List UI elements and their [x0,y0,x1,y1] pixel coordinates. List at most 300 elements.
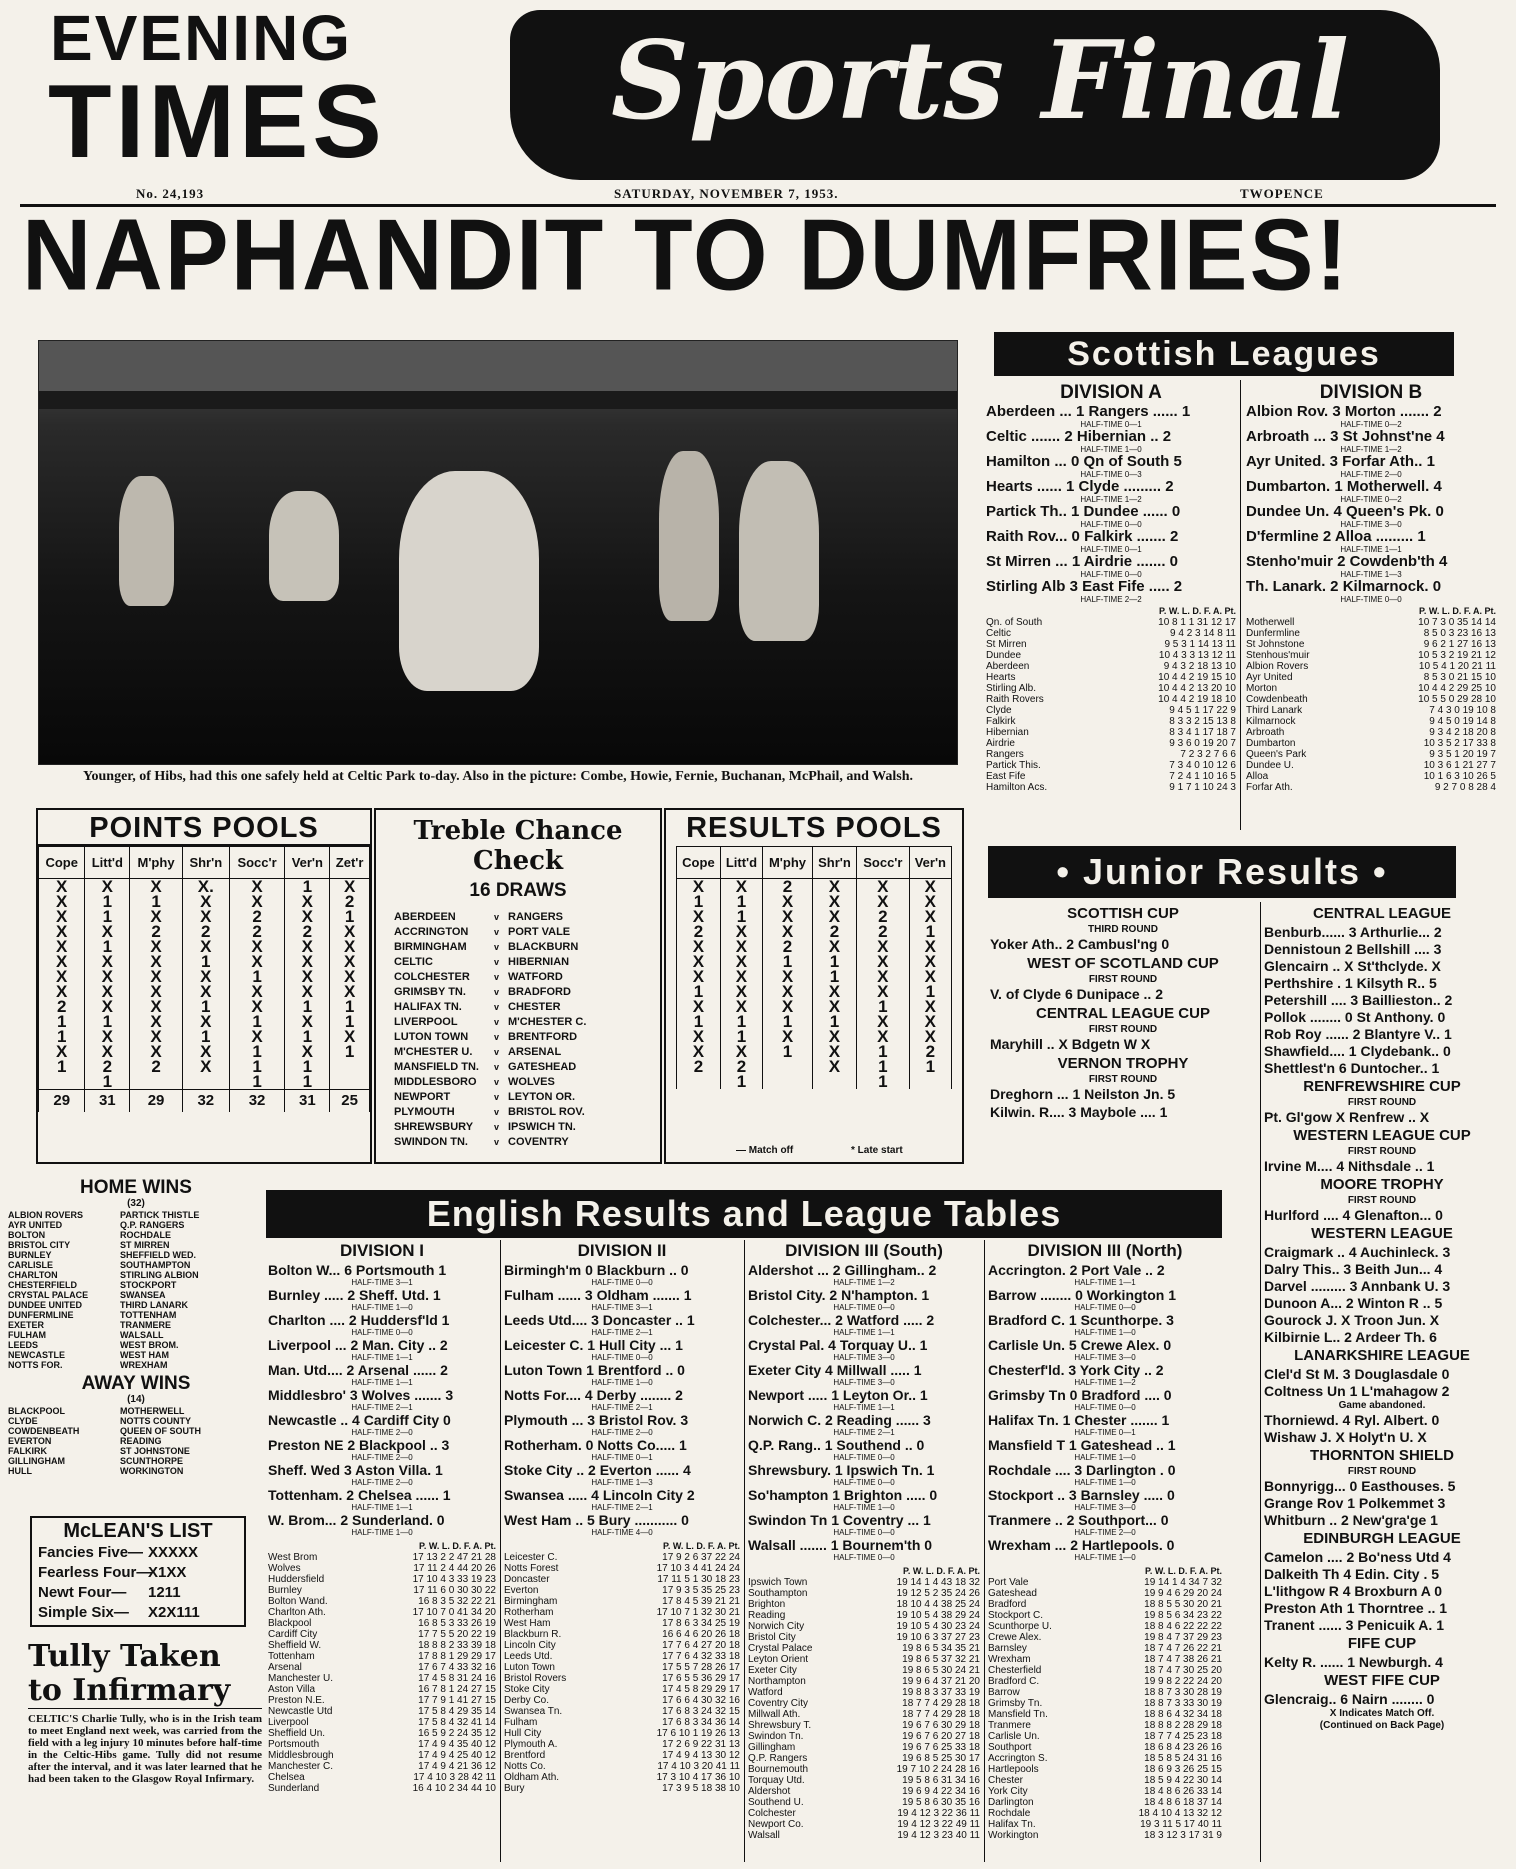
english-result: Leicester C. 1 Hull City ... 1 [504,1337,683,1353]
english-team: Chester [988,1775,1024,1786]
english-stats: 17 4 10 3 20 41 11 [657,1761,740,1772]
points-pools-cell [39,1074,85,1090]
results-pools-cell: X [677,1044,721,1059]
home_wins-team: EXETER [8,1320,45,1330]
english-result: Stockport .. 3 Barnsley ..... 0 [988,1487,1175,1503]
english-stats: 19 8 8 3 37 33 19 [902,1687,980,1698]
home-wins [8,1178,264,1476]
english-result: Swindon Tn 1 Coventry ... 1 [748,1512,931,1528]
english-table-row [988,1709,1222,1720]
points-pools-col-header: Shr'n [182,847,229,879]
english-team: Plymouth A. [504,1739,558,1750]
english-stats: 17 4 9 4 25 40 12 [418,1750,496,1761]
english-half-time: HALF-TIME 1—1 [351,1353,413,1362]
division-a-half-time: HALF-TIME 0—3 [1080,470,1142,479]
english-table-row [748,1599,980,1610]
results-pools-cell: X [812,1029,856,1044]
points-pools-cell: X [85,1029,130,1044]
points-pools-cell: X [85,969,130,984]
results-pools-cell [812,1074,856,1089]
english-table-row [268,1673,496,1684]
fixture-home: MANSFIELD TN. [394,1061,479,1073]
english-half-time: HALF-TIME 0—1 [1074,1428,1136,1437]
division-b-stats: 10 3 6 1 21 27 7 [1423,760,1496,771]
division-a-team: Hamilton Acs. [986,782,1048,793]
points-pools-row [39,1074,370,1090]
english-team: Aldershot [748,1786,791,1797]
junior-result: Maryhill .. X Bdgetn W X [990,1036,1151,1052]
division-b-result: Arbroath ... 3 St Johnst'ne 4 [1246,429,1445,445]
english-table-row [988,1665,1222,1676]
points-pools-cell: 1 [182,954,229,969]
english-team: Doncaster [504,1574,550,1585]
english-result: Swansea ..... 4 Lincoln City 2 [504,1487,695,1503]
english-division-title: DIVISION II [577,1241,667,1260]
results-pools-cell: 1 [909,1059,951,1074]
english-team: Leicester C. [504,1552,558,1563]
division-a-team: Hibernian [986,727,1029,738]
english-division-title: DIVISION III (South) [785,1241,943,1260]
home_wins-team: BURNLEY [8,1250,52,1260]
english-team: Bradford [988,1599,1027,1610]
results-pools-cell: X [909,894,951,909]
points-pools-cell: 1 [39,1014,85,1029]
english-stats: 16 4 10 2 34 44 10 [412,1783,496,1794]
english-team: Charlton Ath. [268,1607,326,1618]
fixture-home: M'CHESTER U. [394,1046,473,1058]
english-half-time: HALF-TIME 1—0 [591,1378,653,1387]
division-b-table-row [1246,683,1496,694]
english-table-header [504,1541,740,1552]
mcleans-line [38,1563,238,1583]
points-pools-cell: X [39,924,85,939]
junior-result: Rob Roy ...... 2 Blantyre V.. 1 [1264,1026,1452,1042]
english-table-row [988,1742,1222,1753]
english-stats: 18 8 8 2 28 29 18 [1144,1720,1222,1731]
results-pools-cell: X [857,1029,910,1044]
fixture-away: CHESTER [508,1001,561,1013]
division-a-half-time: HALF-TIME 0—1 [1080,545,1142,554]
english-stats: 18 8 6 4 32 34 18 [1144,1709,1222,1720]
division-a-stats: 9 1 7 1 10 24 3 [1169,782,1236,793]
english-table-row [748,1698,980,1709]
treble-chance-fixture [376,985,660,1000]
away_wins-team: MOTHERWELL [120,1406,185,1416]
away_wins-team: GILLINGHAM [8,1456,65,1466]
english-table-row [268,1717,496,1728]
english-stats: 17 8 6 3 34 25 19 [662,1618,740,1629]
english-team: Southport [988,1742,1032,1753]
english-table-cols: P. W. L. D. F. A. Pt. [902,1566,980,1576]
english-table-row [268,1629,496,1640]
english-stats: 19 5 8 6 30 35 16 [902,1797,980,1808]
english-half-time: HALF-TIME 0—0 [833,1303,895,1312]
junior-subheading: Game abandoned. [1338,1400,1426,1411]
points-pools-cell [330,1074,370,1090]
division-a-table-row [986,727,1236,738]
points-pools-cell: 1 [130,894,183,909]
division-b-result: Albion Rov. 3 Morton ....... 2 [1246,404,1442,420]
division-a-stats: 9 3 6 0 19 20 7 [1169,738,1236,749]
english-results-banner: English Results and League Tables [266,1190,1222,1238]
results-pools-cell: X [857,954,910,969]
english-result: So'hampton 1 Brighton ..... 0 [748,1487,938,1503]
division-a-team: Partick This. [986,760,1041,771]
english-team: Rochdale [988,1808,1031,1819]
english-result: Carlisle Un. 5 Crewe Alex. 0 [988,1337,1172,1353]
english-table-row [268,1618,496,1629]
points-pools-cell: X [130,909,183,924]
results-pools-cell: X [720,999,762,1014]
division-b-stats: 10 3 5 2 17 33 8 [1423,738,1496,749]
english-division-1 [268,1240,496,1865]
points-pools-col-header: Litt'd [85,847,130,879]
english-team: Oldham Ath. [504,1772,560,1783]
junior-result: Preston Ath 1 Thorntree .. 1 [1264,1600,1448,1616]
english-stats: 19 8 6 5 37 32 21 [902,1654,980,1665]
away_wins-row [8,1436,264,1446]
fixture-v: v [494,1107,500,1117]
division-a-stats: 7 2 4 1 10 16 5 [1169,771,1236,782]
home-wins-title: HOME WINS [80,1177,192,1198]
junior-subheading: FIRST ROUND [1347,1195,1417,1206]
home_wins-row [8,1260,264,1270]
junior-result: Glencairn .. X St'thclyde. X [1264,958,1441,974]
division-b-team: Kilmarnock [1246,716,1296,727]
english-table-row [504,1607,740,1618]
division-a-table-row [986,705,1236,716]
junior-result: Hurlford .... 4 Glenafton... 0 [1264,1207,1443,1223]
division-b-team: Forfar Ath. [1246,782,1293,793]
english-half-time: HALF-TIME 1—0 [1074,1328,1136,1337]
english-stats: 18 7 4 7 38 26 21 [1144,1654,1222,1665]
english-half-time: HALF-TIME 0—1 [591,1453,653,1462]
english-stats: 17 4 9 4 13 30 12 [662,1750,740,1761]
english-half-time: HALF-TIME 2—1 [591,1403,653,1412]
points-pools-cell: X [182,1014,229,1029]
english-table-row [748,1731,980,1742]
english-half-time: HALF-TIME 1—1 [1074,1278,1136,1287]
english-half-time: HALF-TIME 2—0 [1074,1528,1136,1537]
home_wins-team: ROCHDALE [120,1230,171,1240]
english-half-time: HALF-TIME 1—0 [1074,1478,1136,1487]
english-stats: 17 6 5 5 36 29 17 [662,1673,740,1684]
division-b-stats: 10 5 5 0 29 28 10 [1418,694,1496,705]
results-pools-cell: 1 [763,1044,813,1059]
english-stats: 18 8 5 5 30 20 21 [1144,1599,1222,1610]
results-pools-cell: 1 [677,894,721,909]
english-result: W. Brom... 2 Sunderland. 0 [268,1512,445,1528]
treble-chance-fixture [376,970,660,985]
division-a-table-row [986,672,1236,683]
away-wins-title: AWAY WINS [81,1373,191,1394]
division-b-team: Ayr United [1246,672,1293,683]
division-b-stats: 10 5 4 1 20 21 11 [1418,661,1496,672]
points-pools-cell: X [229,894,285,909]
division-a-result: Partick Th.. 1 Dundee ...... 0 [986,504,1181,520]
english-result: Burnley ..... 2 Sheff. Utd. 1 [268,1287,441,1303]
english-half-time: HALF-TIME 2—0 [351,1428,413,1437]
english-stats: 19 10 5 4 38 29 24 [896,1610,980,1621]
points-pools-cell: X [130,984,183,999]
junior-result: Bonnyrigg... 0 Easthouses. 5 [1264,1478,1456,1494]
mcleans-label: Fearless Four— [38,1564,152,1581]
points-pools-cell: X [182,909,229,924]
english-stats: 17 5 8 4 32 41 14 [418,1717,496,1728]
english-table-row [504,1662,740,1673]
home_wins-team: BOLTON [8,1230,46,1240]
headline: NAPHANDIT TO DUMFRIES! [22,199,1350,312]
home_wins-team: LEEDS [8,1340,39,1350]
results-pools-cell: 2 [763,879,813,895]
home_wins-team: CARLISLE [8,1260,53,1270]
english-stats: 17 9 2 6 37 22 24 [662,1552,740,1563]
home_wins-row [8,1340,264,1350]
division-a-result: St Mirren ... 1 Airdrie ....... 0 [986,554,1178,570]
points-pools-cell: 1 [85,1014,130,1029]
english-table-row [268,1783,496,1794]
points-pools-cell: 1 [330,999,370,1014]
english-stats: 19 6 8 5 25 30 17 [902,1753,980,1764]
english-team: Bristol City [748,1632,796,1643]
division-a-stats: 9 5 3 1 14 13 11 [1164,639,1236,650]
junior-heading: WEST OF SCOTLAND CUP [1027,955,1219,972]
points-pools-cell: X [39,984,85,999]
treble-chance-box [374,808,662,1164]
division-a-team: Raith Rovers [986,694,1044,705]
points-pools-cell: X [130,1044,183,1059]
division-a-title: DIVISION A [1060,382,1162,403]
english-stats: 17 11 5 1 30 18 23 [657,1574,740,1585]
points-pools-cell: X [182,984,229,999]
division-a-team: Dundee [986,650,1022,661]
junior-result: Irvine M.... 4 Nithsdale .. 1 [1264,1158,1435,1174]
points-pools-cell: X [182,1059,229,1074]
english-team: Millwall Ath. [748,1709,801,1720]
junior-heading: VERNON TROPHY [1057,1055,1189,1072]
junior-subheading: FIRST ROUND [1347,1146,1417,1157]
points-pools-cell: 1 [229,1014,285,1029]
english-stats: 19 10 5 4 30 23 24 [896,1621,980,1632]
fixture-away: BRENTFORD [508,1031,578,1043]
english-team: Shrewsbury T. [748,1720,812,1731]
english-team: Bournemouth [748,1764,809,1775]
results-pools-col-header: M'phy [763,847,813,879]
junior-result: Shawfield.... 1 Clydebank.. 0 [1264,1043,1451,1059]
division-a-stats: 10 4 3 3 13 12 11 [1158,650,1236,661]
english-stats: 17 10 7 1 32 30 21 [656,1607,740,1618]
away_wins-team: BLACKPOOL [8,1406,65,1416]
english-table-row [504,1552,740,1563]
points-pools-total: 31 [285,1090,330,1112]
english-team: Blackpool [268,1618,312,1629]
division-b-table-row [1246,694,1496,705]
away_wins-row [8,1466,264,1476]
points-pools-cell: X [85,954,130,969]
points-pools-cell: X [130,879,183,895]
english-result: Norwich C. 2 Reading ...... 3 [748,1412,931,1428]
home_wins-team: TRANMERE [120,1320,171,1330]
division-b-table-row [1246,672,1496,683]
english-table-row [268,1585,496,1596]
results-pools-cell: X [720,939,762,954]
points-pools-cell: X [330,984,370,999]
english-result: Liverpool ... 2 Man. City .. 2 [268,1337,448,1353]
english-stats: 17 7 9 1 41 27 15 [418,1695,496,1706]
english-table-row [268,1574,496,1585]
english-stats: 17 8 8 1 29 29 17 [418,1651,496,1662]
english-team: Birmingham [504,1596,558,1607]
english-team: Tottenham [268,1651,315,1662]
points-pools-cell: X [229,999,285,1014]
english-table-row [268,1552,496,1563]
treble-chance-fixture [376,1015,660,1030]
points-pools-cell [182,1074,229,1090]
results-pools-col-header: Shr'n [812,847,856,879]
english-stats: 17 6 8 3 34 36 14 [662,1717,740,1728]
junior-result: Darvel ......... 3 Annbank U. 3 [1264,1278,1451,1294]
points-pools-cell: X [182,969,229,984]
english-team: Everton [504,1585,539,1596]
english-stats: 18 6 8 4 23 26 16 [1144,1742,1222,1753]
points-pools-cell: X [229,1029,285,1044]
results-pools-cell: X [857,879,910,895]
division-a-result: Raith Rov... 0 Falkirk ....... 2 [986,529,1179,545]
points-pools-cell: X [39,894,85,909]
points-pools-cell: 1 [330,1014,370,1029]
english-stats: 17 6 8 3 24 32 15 [662,1706,740,1717]
results-pools-cell: X [857,969,910,984]
home_wins-row [8,1290,264,1300]
points-pools-cell: X [285,894,330,909]
points-pools-header-row [39,847,370,879]
division-a-table-row [986,716,1236,727]
english-stats: 18 7 7 4 29 28 18 [902,1698,980,1709]
division-b-stats: 10 5 3 2 19 21 12 [1418,650,1496,661]
english-half-time: HALF-TIME 3—0 [833,1378,895,1387]
junior-left-column [990,904,1256,1122]
english-team: Swansea Tn. [504,1706,563,1717]
english-team: York City [988,1786,1028,1797]
points-pools-cell: X [39,909,85,924]
home_wins-team: CHESTERFIELD [8,1280,78,1290]
english-result: Aldershot ... 2 Gillingham.. 2 [748,1262,937,1278]
english-table-row [504,1739,740,1750]
fixture-home: SHREWSBURY [394,1121,474,1133]
points-pools-cell: 1 [85,909,130,924]
english-stats: 18 4 10 4 13 32 12 [1138,1808,1222,1819]
division-a-table-row [986,760,1236,771]
issue-number: No. 24,193 [136,186,205,201]
division-a-stats: 10 4 4 2 19 18 10 [1158,694,1236,705]
english-stats: 18 5 9 4 22 30 14 [1144,1775,1222,1786]
away_wins-team: EVERTON [8,1436,52,1446]
english-team: Northampton [748,1676,806,1687]
english-team: Crewe Alex. [988,1632,1042,1643]
results-pools-cell: X [812,879,856,895]
english-rule-3 [984,1240,985,1862]
english-half-time: HALF-TIME 1—1 [351,1503,413,1512]
results-pools-box [664,808,964,1164]
points-pools-cell: 1 [182,1029,229,1044]
results-pools-cell: X [812,894,856,909]
fixture-v: v [494,1017,500,1027]
points-pools-cell: 1 [85,939,130,954]
english-stats: 19 6 9 4 22 34 16 [902,1786,980,1797]
fixture-away: BLACKBURN [508,941,579,953]
junior-heading: LANARKSHIRE LEAGUE [1294,1347,1470,1364]
away_wins-team: HULL [8,1466,32,1476]
home_wins-row [8,1250,264,1260]
results-pools-cell: X [812,1044,856,1059]
junior-results-banner: • Junior Results • [988,846,1456,898]
junior-heading: SCOTTISH CUP [1067,905,1179,922]
division-b-stats: 9 3 5 1 20 19 7 [1429,749,1496,760]
points-pools-cell: X [285,1044,330,1059]
fixture-home: MIDDLESBORO [394,1076,477,1088]
english-team: Bradford C. [988,1676,1040,1687]
division-b-stats: 9 3 4 2 18 20 8 [1429,727,1496,738]
away_wins-team: QUEEN OF SOUTH [120,1426,202,1436]
home_wins-team: AYR UNITED [8,1220,63,1230]
english-half-time: HALF-TIME 1—0 [351,1528,413,1537]
fixture-home: SWINDON TN. [394,1136,468,1148]
english-half-time: HALF-TIME 4—0 [591,1528,653,1537]
points-pools-totals [39,1090,370,1112]
fixture-away: BRADFORD [508,986,571,998]
mcleans-list-box [30,1516,246,1627]
english-table-row [504,1761,740,1772]
english-stats: 19 5 8 6 31 34 16 [902,1775,980,1786]
english-result: Shrewsbury. 1 Ipswich Tn. 1 [748,1462,935,1478]
english-table-row [268,1596,496,1607]
english-table-row [988,1577,1222,1588]
junior-result: Gourock J. X Troon Jun. X [1264,1312,1440,1328]
division-b [1246,382,1496,793]
division-b-team: Queen's Park [1246,749,1307,760]
division-a-table-cols: P. W. L. D. F. A. Pt. [1158,606,1236,616]
english-table-row [988,1808,1222,1819]
junior-subheading: FIRST ROUND [1347,1466,1417,1477]
english-team: Q.P. Rangers [748,1753,808,1764]
english-result: Leeds Utd.... 3 Doncaster .. 1 [504,1312,695,1328]
division-a-result: Hamilton ... 0 Qn of South 5 [986,454,1182,470]
division-a-team: Stirling Alb. [986,683,1037,694]
english-stats: 19 3 11 5 17 40 11 [1140,1819,1222,1830]
english-result: Stoke City .. 2 Everton ...... 4 [504,1462,691,1478]
english-table-row [748,1786,980,1797]
junior-result: Grange Rov 1 Polkemmet 3 [1264,1495,1446,1511]
english-stats: 17 6 10 1 19 26 13 [656,1728,740,1739]
treble-chance-fixture [376,1135,660,1150]
treble-chance-fixture [376,910,660,925]
away_wins-row [8,1406,264,1416]
division-a-team: Airdrie [986,738,1015,749]
fixture-home: LUTON TOWN [394,1031,469,1043]
results-pools-cell: 2 [720,1059,762,1074]
fixture-home: GRIMSBY TN. [394,986,466,998]
division-b-table-cols: P. W. L. D. F. A. Pt. [1418,606,1496,616]
points-pools-cell: X [130,939,183,954]
english-table-spacer [748,1566,903,1577]
english-division-title: DIVISION III (North) [1027,1241,1183,1260]
junior-result: Kilwin. R.... 3 Maybole .... 1 [990,1104,1168,1120]
division-a-stats: 9 4 5 1 17 22 9 [1169,705,1236,716]
division-b-stats: 8 5 0 3 23 16 13 [1423,628,1496,639]
junior-subheading: FIRST ROUND [1088,1024,1158,1035]
english-stats: 19 4 12 3 23 40 11 [897,1830,980,1841]
division-b-team: Dundee U. [1246,760,1294,771]
